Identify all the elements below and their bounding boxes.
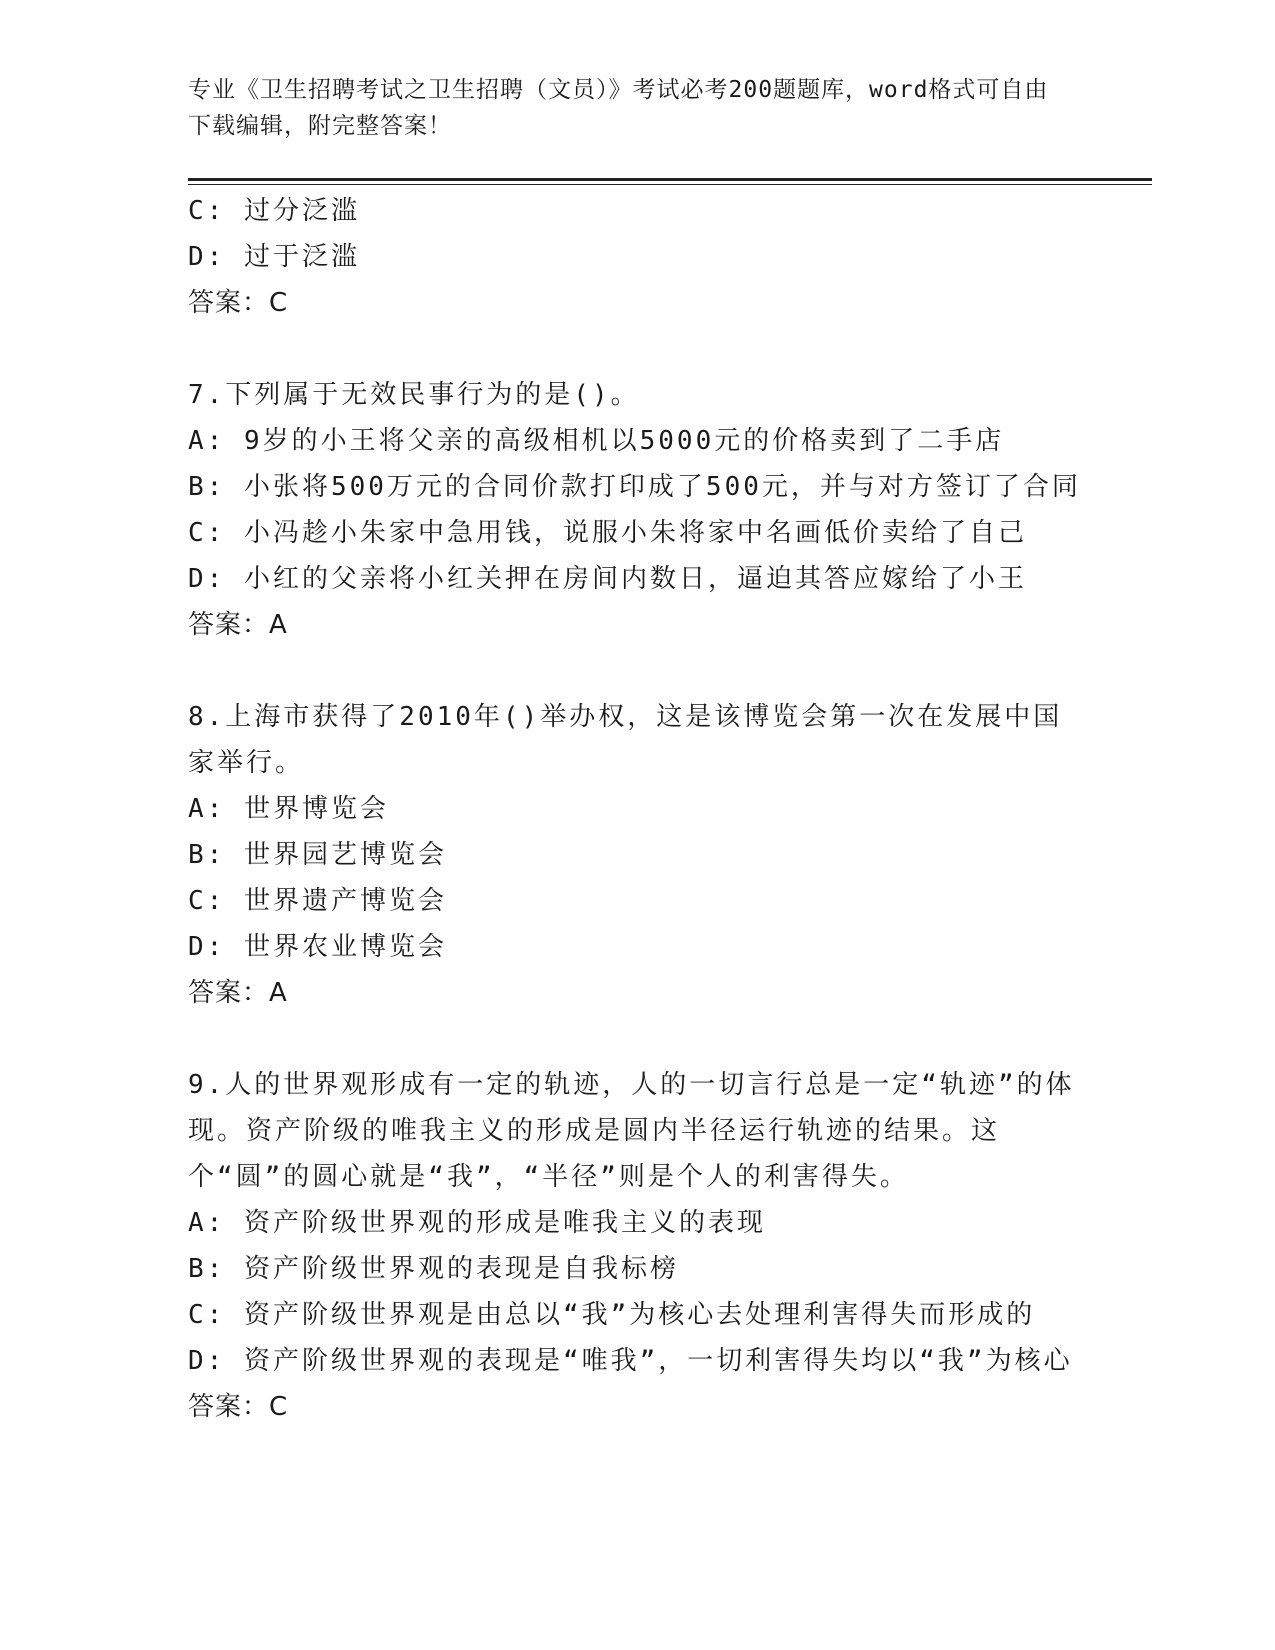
question-block-7 [188,372,1088,648]
page-header: 专业《卫生招聘考试之卫生招聘（文员）》考试必考200题题库，word格式可自由下载编辑，附完整答案！ [188,77,1049,139]
question-block-9 [188,1062,1088,1430]
option-b: B: 资产阶级世界观的表现是自我标榜 [188,1254,679,1284]
option-d: D: 世界农业博览会 [188,932,447,962]
spacer [188,648,1088,694]
spacer [188,326,1088,372]
option-d: D: 资产阶级世界观的表现是“唯我”，一切利害得失均以“我”为核心 [188,1346,1073,1376]
question-block-8 [188,694,1088,1016]
answer-line: 答案：C [188,1392,289,1422]
option-b: B: 世界园艺博览会 [188,840,447,870]
header-rule-thin [188,184,1152,185]
option-c: C: 世界遗产博览会 [188,886,447,916]
question-stem: 7.下列属于无效民事行为的是()。 [188,380,640,410]
option-a: A: 世界博览会 [188,794,389,824]
option-c: C: 资产阶级世界观是由总以“我”为核心去处理利害得失而形成的 [188,1300,1036,1330]
spacer [188,1016,1088,1062]
question-stem: 9.人的世界观形成有一定的轨迹，人的一切言行总是一定“轨迹”的体现。资产阶级的唯我主义的形成是圆内半径运行轨迹的结果。这个“圆”的圆心就是“我”，“半径”则是个人的利害得失。 [188,1070,1075,1192]
question-stem: 8.上海市获得了2010年()举办权，这是该博览会第一次在发展中国家举行。 [188,702,1063,778]
header-rule-thick [188,178,1152,181]
question-block-6 [188,188,1088,326]
option-a: A: 9岁的小王将父亲的高级相机以5000元的价格卖到了二手店 [188,426,1005,456]
option-d: D: 过于泛滥 [188,242,360,272]
question-list [188,188,1088,1430]
answer-line: 答案：A [188,610,288,640]
answer-line: 答案：C [188,288,289,318]
option-c: C: 小冯趁小朱家中急用钱，说服小朱将家中名画低价卖给了自己 [188,518,1027,548]
option-c: C: 过分泛滥 [188,196,360,226]
answer-line: 答案：A [188,978,288,1008]
option-d: D: 小红的父亲将小红关押在房间内数日，逼迫其答应嫁给了小王 [188,564,1027,594]
option-b: B: 小张将500万元的合同价款打印成了500元，并与对方签订了合同 [188,472,1081,502]
option-a: A: 资产阶级世界观的形成是唯我主义的表现 [188,1208,766,1238]
